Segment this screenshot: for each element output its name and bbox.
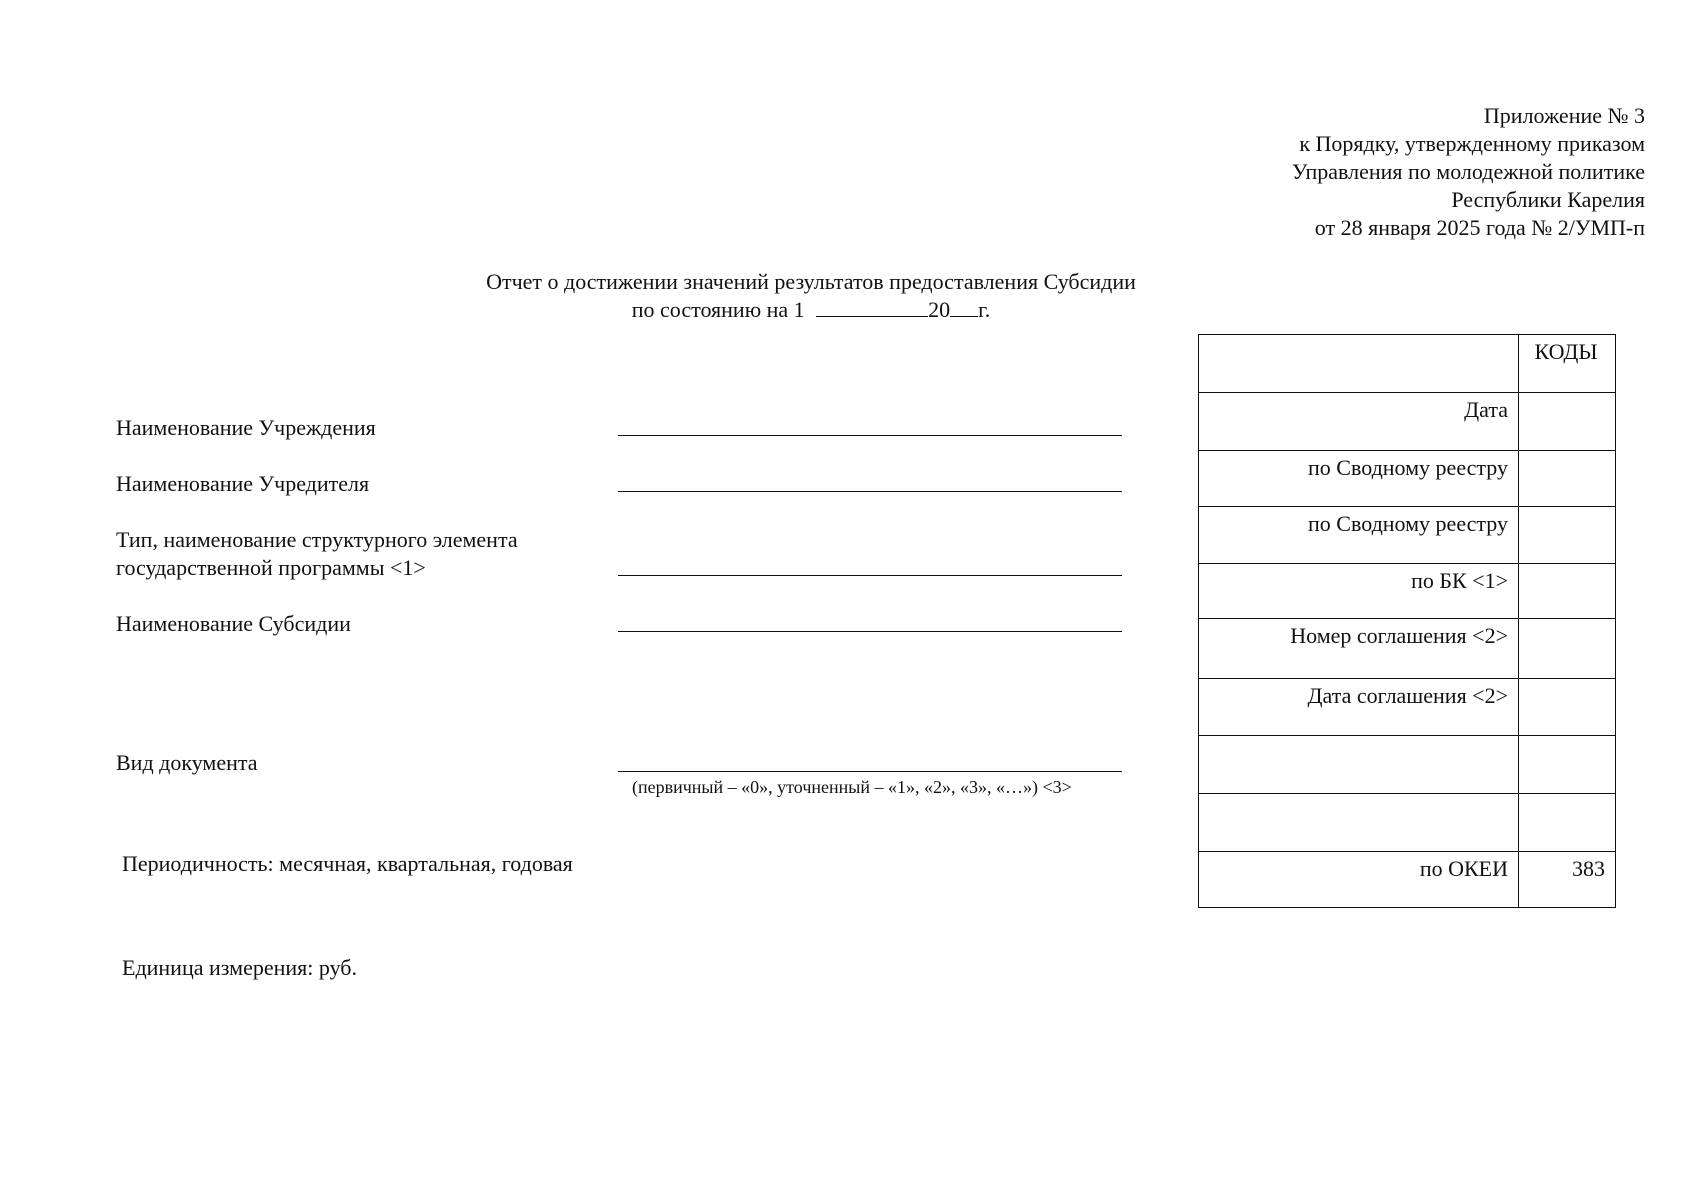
appendix-order-ref: к Порядку, утвержденному приказом — [1299, 131, 1645, 156]
doc-type-field[interactable] — [618, 771, 1122, 772]
appendix-department: Управления по молодежной политике — [1291, 159, 1645, 184]
codes-row-empty-2 — [1199, 794, 1616, 852]
report-date-year-prefix: 20 — [928, 297, 951, 322]
codes-row-value[interactable] — [1519, 507, 1616, 564]
periodicity-text: Периодичность: месячная, квартальная, годовая — [122, 851, 573, 876]
codes-row-value[interactable] — [1519, 736, 1616, 794]
doc-type-hint: (первичный – «0», уточненный – «1», «2», «3», «…») <3> — [632, 777, 1072, 797]
codes-row-agreement-date — [1199, 679, 1616, 736]
report-date-prefix: по состоянию на 1 — [631, 297, 805, 322]
appendix-region: Республики Карелия — [1451, 187, 1645, 212]
codes-row-label: Дата — [1199, 393, 1519, 451]
codes-row-value[interactable] — [1519, 679, 1616, 736]
appendix-header — [1292, 102, 1645, 242]
report-date-suffix: г. — [978, 297, 991, 322]
institution-field[interactable] — [618, 435, 1122, 436]
program-field[interactable] — [618, 575, 1122, 576]
subsidy-label: Наименование Субсидии — [116, 611, 351, 636]
codes-row-value[interactable] — [1519, 393, 1616, 451]
codes-row-value[interactable] — [1519, 619, 1616, 679]
founder-label: Наименование Учредителя — [116, 471, 370, 496]
appendix-number: Приложение № 3 — [1483, 103, 1645, 128]
doc-type-label: Вид документа — [116, 750, 258, 775]
codes-table — [1198, 334, 1616, 908]
report-title — [346, 268, 1276, 324]
report-date-month-blank[interactable] — [816, 296, 928, 317]
codes-header-empty-cell — [1199, 335, 1519, 393]
codes-header: КОДЫ — [1519, 335, 1616, 393]
codes-row-value[interactable] — [1519, 794, 1616, 852]
report-title-line2 — [346, 296, 1276, 324]
program-label-line2: государственной программы <1> — [116, 555, 426, 580]
codes-row-okei — [1199, 852, 1616, 908]
codes-row-label: по Сводному реестру — [1199, 451, 1519, 507]
codes-row-date — [1199, 393, 1616, 451]
program-label-line1: Тип, наименование структурного элемента — [116, 527, 518, 552]
institution-label: Наименование Учреждения — [116, 415, 376, 440]
codes-row-label: по ОКЕИ — [1199, 852, 1519, 908]
codes-row-label: Номер соглашения <2> — [1199, 619, 1519, 679]
codes-row-label — [1199, 794, 1519, 852]
codes-row-value[interactable]: 383 — [1519, 852, 1616, 908]
codes-row-label — [1199, 736, 1519, 794]
codes-table-header-row — [1199, 335, 1616, 393]
codes-row-empty-1 — [1199, 736, 1616, 794]
founder-field[interactable] — [618, 491, 1122, 492]
subsidy-field[interactable] — [618, 631, 1122, 632]
appendix-date-number: от 28 января 2025 года № 2/УМП-п — [1314, 215, 1645, 240]
codes-row-registry-1 — [1199, 451, 1616, 507]
report-title-line1: Отчет о достижении значений результатов предоставления Субсидии — [486, 269, 1136, 294]
report-date-year-blank[interactable] — [950, 296, 978, 317]
codes-row-agreement-number — [1199, 619, 1616, 679]
codes-row-label: по Сводному реестру — [1199, 507, 1519, 564]
unit-text: Единица измерения: руб. — [122, 955, 357, 980]
codes-row-bk — [1199, 564, 1616, 619]
codes-row-value[interactable] — [1519, 564, 1616, 619]
codes-row-label: Дата соглашения <2> — [1199, 679, 1519, 736]
codes-row-label: по БК <1> — [1199, 564, 1519, 619]
codes-row-registry-2 — [1199, 507, 1616, 564]
codes-row-value[interactable] — [1519, 451, 1616, 507]
